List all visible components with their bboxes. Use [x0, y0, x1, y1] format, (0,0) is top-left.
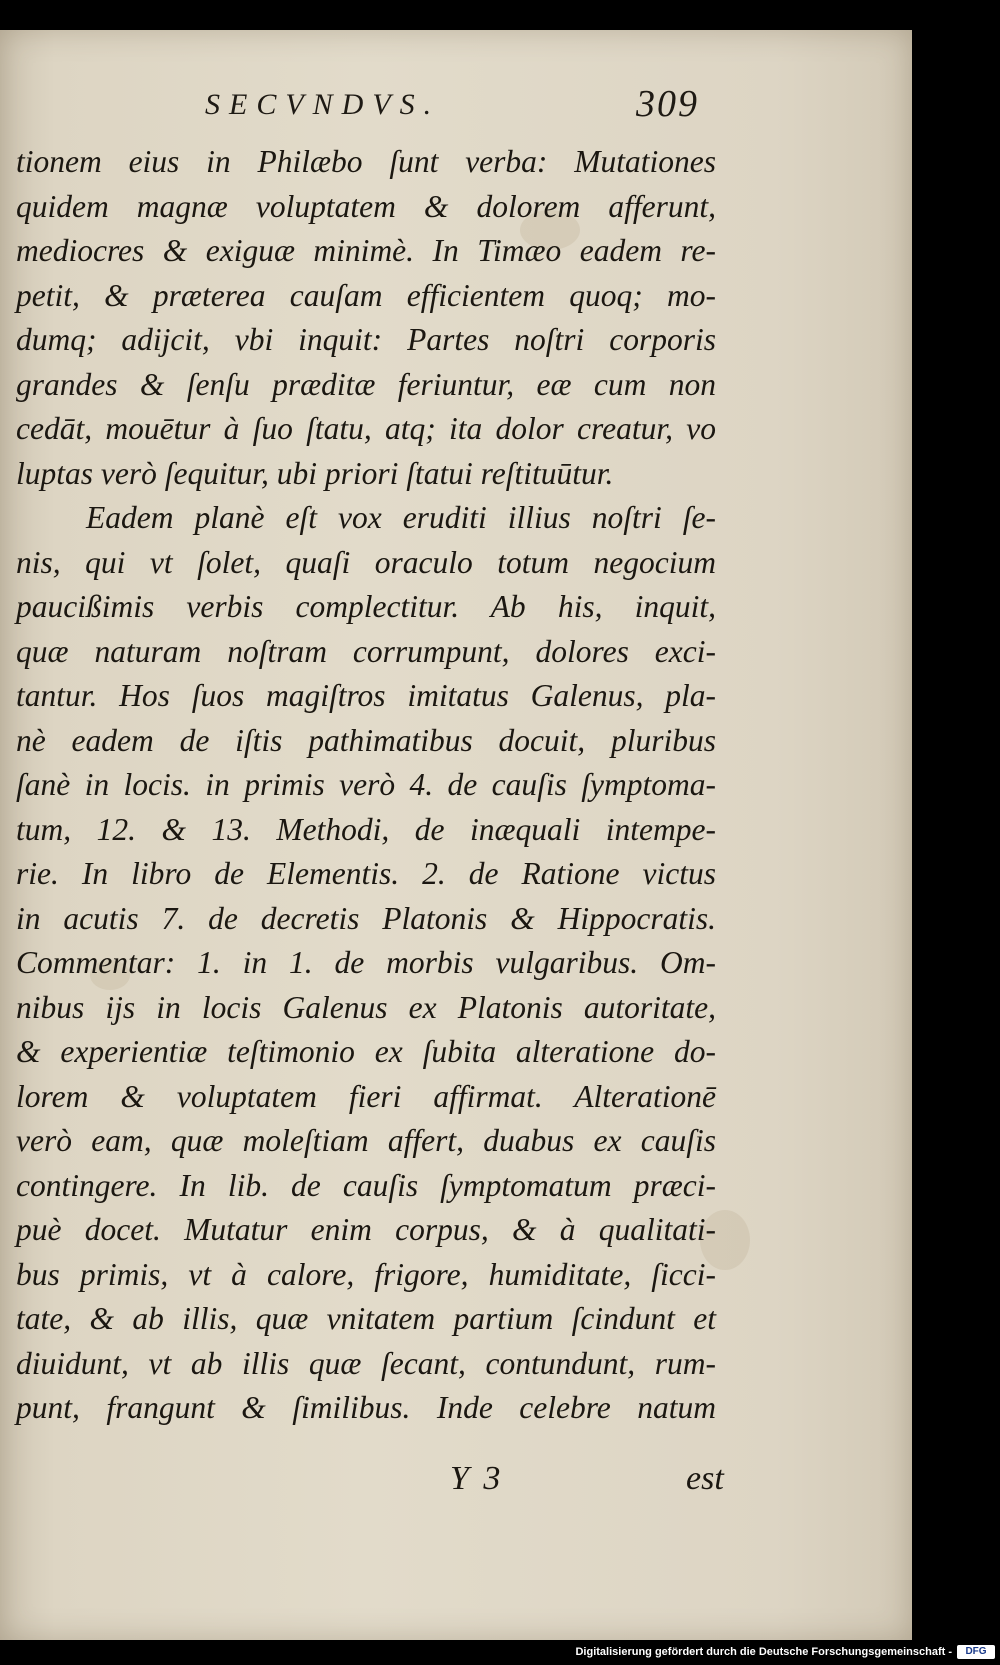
text-line: puè docet. Mutatur enim corpus, & à qualitati- [16, 1212, 716, 1247]
text-line: grandes & ſenſu præditæ feriuntur, eæ cum non [16, 366, 716, 402]
text-line: ſanè in locis. in primis verò 4. de cauſis ſymptoma- [16, 767, 716, 802]
text-line: quæ naturam noſtram corrumpunt, dolores exci- [16, 633, 716, 669]
funding-credit: Digitalisierung gefördert durch die Deutsche Forschungsgemeinschaft - [575, 1646, 952, 1658]
text-line: luptas verò ſequitur, ubi priori ſtatui reſtituūtur. [16, 455, 614, 491]
text-line: in acutis 7. de decretis Platonis & Hippocratis. [16, 900, 716, 936]
text-line: contingere. In lib. de cauſis ſymptomatum præci- [16, 1167, 716, 1203]
text-line: tum, 12. & 13. Methodi, de inæquali intempe- [16, 811, 716, 847]
text-line: rie. In libro de Elementis. 2. de Ratione victus [16, 856, 716, 891]
text-line: lorem & voluptatem fieri affirmat. Alterationē [16, 1078, 716, 1114]
text-line: tate, & ab illis, quæ vnitatem partium ſcindunt et [16, 1301, 716, 1336]
text-line: petit, & præterea cauſam efficientem quoq; mo- [16, 277, 716, 313]
text-line: cedāt, mouētur à ſuo ſtatu, atq; ita dolor creatur, vo [16, 411, 716, 446]
text-line: quidem magnæ voluptatem & dolorem afferunt, [16, 188, 716, 224]
text-line: nibus ijs in locis Galenus ex Platonis autoritate, [16, 989, 716, 1025]
text-line: Eadem planè eſt vox eruditi illius noſtri ſe- [86, 500, 716, 535]
text-line: nè eadem de iſtis pathimatibus docuit, pluribus [16, 722, 716, 758]
text-line: nis, qui vt ſolet, quaſi oraculo totum negocium [16, 544, 716, 580]
text-line: & experientiæ teſtimonio ex ſubita alteratione do- [16, 1034, 716, 1069]
text-line: bus primis, vt à calore, frigore, humiditate, ſicci- [16, 1256, 716, 1292]
dfg-logo-icon: DFG [957, 1645, 995, 1659]
footer-bar [0, 1643, 1000, 1665]
catchword: est [686, 1460, 724, 1497]
text-line: mediocres & exiguæ minimè. In Timæo eadem re- [16, 233, 716, 268]
text-line: tionem eius in Philæbo ſunt verba: Mutationes [16, 144, 716, 179]
text-line: verò eam, quæ moleſtiam affert, duabus ex cauſis [16, 1123, 716, 1158]
text-block [16, 140, 716, 1431]
book-page [0, 30, 912, 1640]
text-line: tantur. Hos ſuos magiſtros imitatus Galenus, pla- [16, 678, 716, 713]
text-line: dumq; adijcit, vbi inquit: Partes noſtri corporis [16, 322, 716, 357]
signature-mark: Y 3 [450, 1460, 501, 1497]
text-line: diuidunt, vt ab illis quæ ſecant, contundunt, rum- [16, 1345, 716, 1381]
text-line: Commentar: 1. in 1. de morbis vulgaribus. Om- [16, 945, 716, 980]
text-line: punt, frangunt & ſimilibus. Inde celebre natum [16, 1390, 716, 1425]
running-head: SECVNDVS. [205, 88, 441, 121]
page-number: 309 [636, 83, 699, 125]
text-line: paucißimis verbis complectitur. Ab his, inquit, [16, 589, 716, 624]
